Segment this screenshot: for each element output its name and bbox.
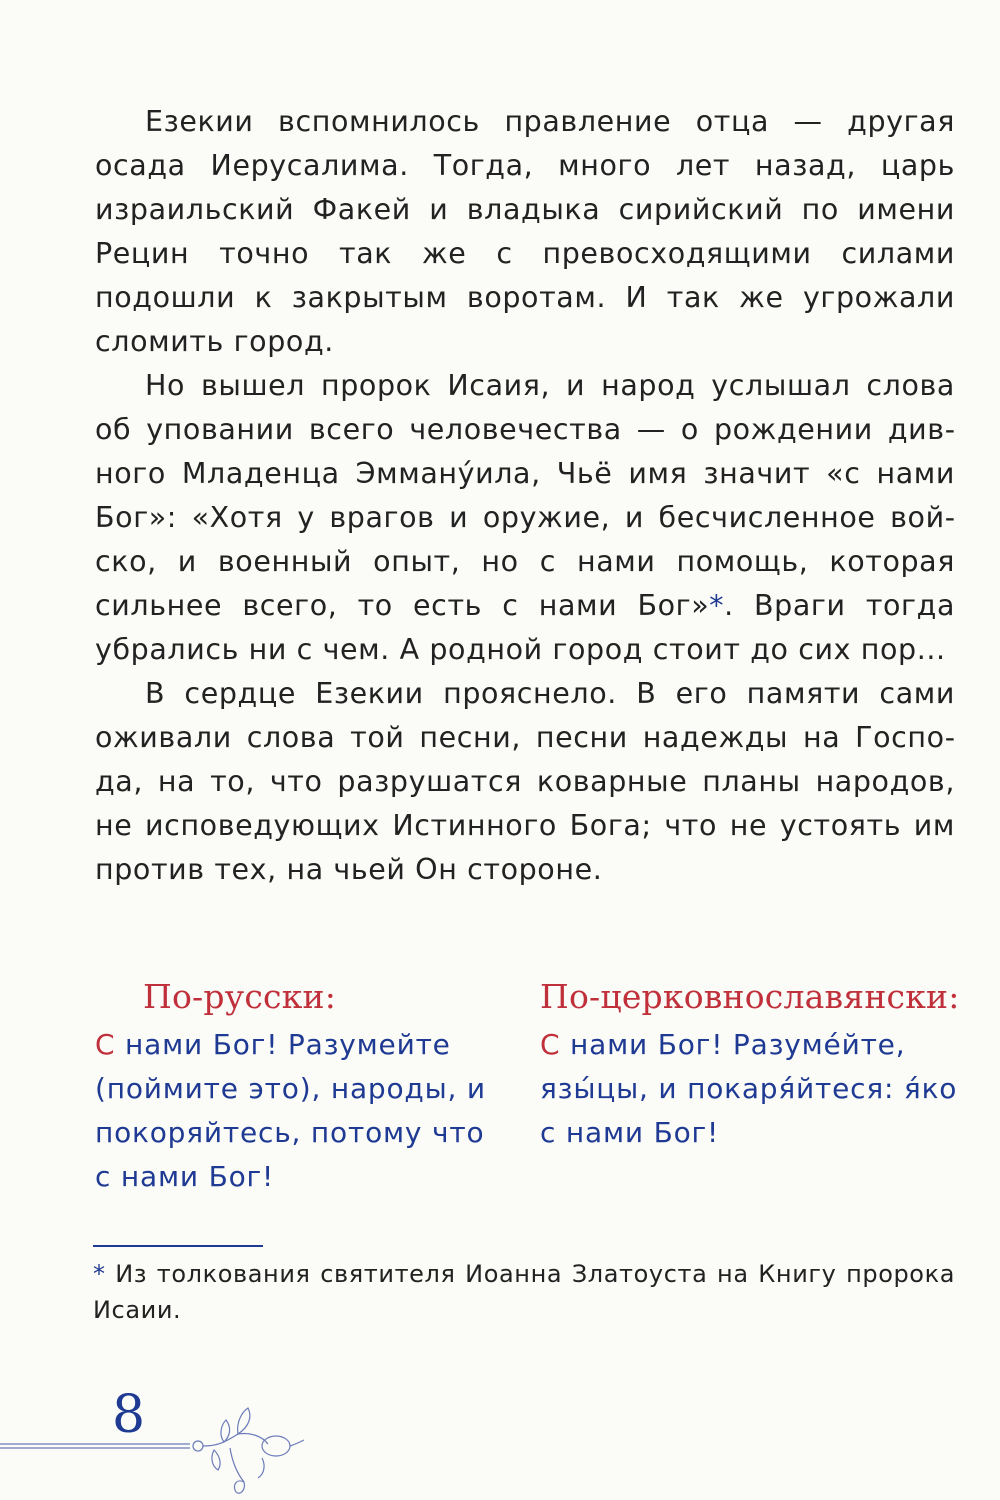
paragraph-2 [95, 364, 955, 672]
slavonic-quote-text: нами Бог! Разуме́йте, язы́цы, и покаря́йтеся: я́ко с нами Бог! [540, 1028, 958, 1149]
russian-quote [95, 1023, 490, 1199]
russian-heading: По-русски: [143, 977, 337, 1016]
russian-quote-block [95, 975, 490, 1199]
footnote-reference: * [709, 589, 725, 622]
russian-quote-initial: С [95, 1028, 116, 1061]
footnote-divider [93, 1245, 263, 1247]
paragraph-2-text: Но вышел пророк Исаия, и народ услышал слова об уповании всего человечества — о рождении дивного Младенца Эмману́ила, Чьё имя значит «с нами Бог»: «Хотя у врагов и оружие, и бесчисленное войско, и военный опыт, но с нами помощь, которая сильнее всего, то есть с нами Бог» [95, 369, 955, 622]
paragraph-1: Езекии вспомнилось правление отца — другая осада Иерусалима. Тогда, много лет назад, царь израильский Факей и владыка сирийский по имени Рецин точно так же с превосходящими силами подошли к закрытым воротам. И так же угрожали сломить город. [95, 105, 955, 358]
floral-ornament-icon [0, 1400, 320, 1500]
paragraph-3: В сердце Езекии прояснело. В его памяти сами оживали слова той песни, песни надежды на Господа, на то, что разрушатся коварные планы народов, не исповедующих Истинного Бога; что не устоять им против тех, на чьей Он стороне. [95, 677, 955, 886]
footnote-text: Из толкования святителя Иоанна Златоуста на Книгу пророка Исаии. [93, 1260, 955, 1324]
main-text [95, 100, 955, 892]
slavonic-heading: По-церковнославянски: [540, 977, 960, 1016]
russian-quote-text: нами Бог! Разумейте (поймите это), народы, и покоряйтесь, потому что с нами Бог! [95, 1028, 486, 1193]
slavonic-quote-block [540, 975, 970, 1155]
page-number: 8 [112, 1385, 146, 1445]
footnote [93, 1256, 955, 1328]
slavonic-quote [540, 1023, 970, 1155]
slavonic-quote-initial: С [540, 1028, 561, 1061]
footnote-mark: * [93, 1260, 106, 1288]
paragraph-2-text-end: . Враги тогда убрались ни с чем. А родной город стоит до сих пор... [95, 589, 956, 666]
